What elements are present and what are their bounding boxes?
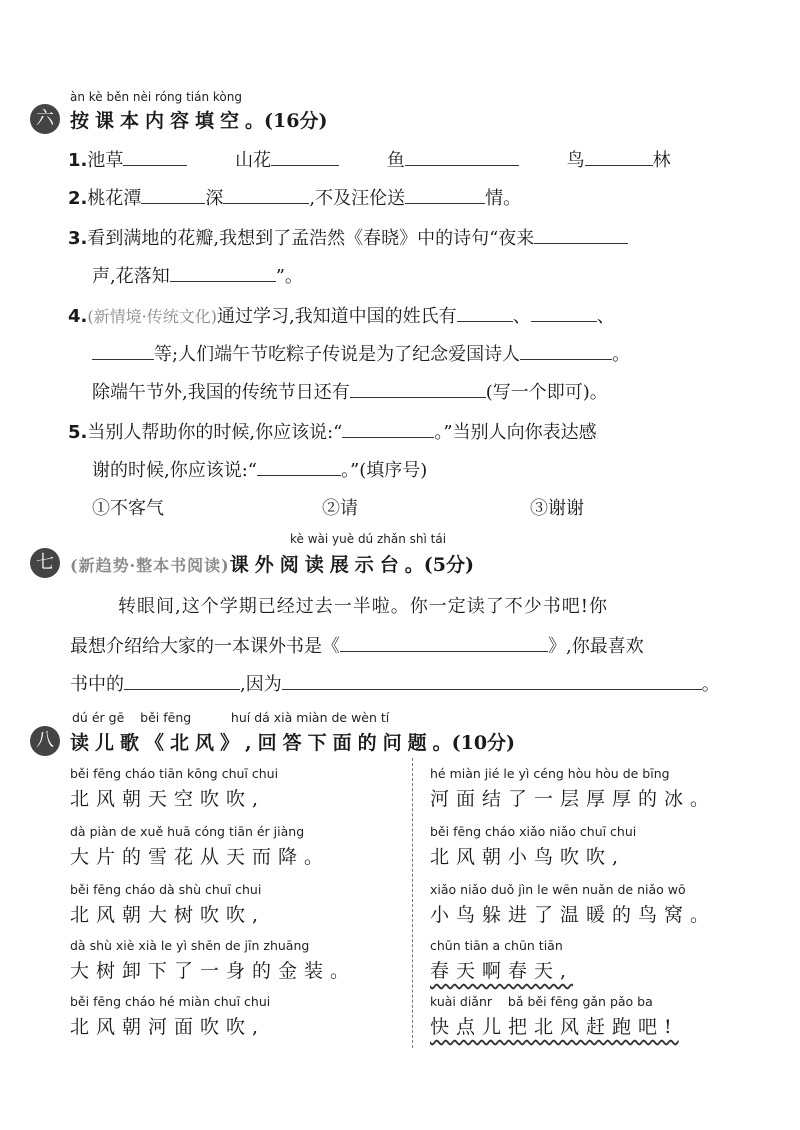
q4-text-4: 除端午节外,我国的传统节日还有 — [92, 382, 350, 403]
poem-right-4: 春天啊春天, — [430, 960, 574, 982]
q4-sep-2: 、 — [596, 306, 615, 327]
q5-text-3: 谢的时候,你应该说:“ — [92, 460, 257, 481]
s8-points: 。(10分) — [432, 732, 516, 754]
q4-blank-3[interactable] — [92, 343, 154, 360]
poem-right-1-pinyin: hé miàn jié le yì céng hòu hòu de bīng — [430, 766, 670, 781]
s6-q5-line1 — [68, 418, 597, 444]
q3-number: 3. — [68, 228, 88, 249]
q5-number: 5. — [68, 422, 88, 443]
q1-blank-1[interactable] — [123, 149, 187, 166]
s6-title-pinyin: àn kè běn nèi róng tián kòng — [70, 90, 242, 104]
poem-column-divider — [412, 758, 413, 1048]
poem-left-4: 大树卸下了一身的金装。 — [70, 960, 357, 982]
q5-option-3[interactable]: ③谢谢 — [530, 498, 584, 519]
s6-q2 — [68, 184, 521, 210]
s8-title-text: 读儿歌《北风》,回答下面的问题 — [70, 732, 433, 754]
q5-text-2: 。”当别人向你表达感 — [434, 422, 597, 443]
poem-right-5-pinyin: kuài diǎnr bǎ běi fēng gǎn pǎo ba — [430, 994, 653, 1009]
q2-c: ,不及汪伦送 — [309, 188, 406, 209]
s7-book-blank[interactable] — [340, 635, 548, 652]
q1-e: 林 — [652, 150, 671, 171]
section-seven-badge: 七 — [30, 548, 60, 578]
q3-text-2: 声,花落知 — [92, 266, 170, 287]
q2-a: 桃花潭 — [87, 188, 142, 209]
s7-title — [70, 550, 474, 577]
q5-option-1[interactable]: ①不客气 — [92, 498, 164, 519]
s7-tag: (新趋势·整本书阅读) — [70, 556, 230, 575]
poem-right-3: 小鸟躲进了温暖的鸟窝。 — [430, 904, 717, 926]
poem-left-3-pinyin: běi fēng cháo dà shù chuī chui — [70, 882, 262, 897]
s6-q5-line2 — [92, 456, 427, 482]
q4-text-5: (写一个即可)。 — [485, 382, 608, 403]
poem-left-3: 北风朝大树吹吹, — [70, 904, 266, 926]
q4-text-3: 。 — [612, 344, 631, 365]
q1-b: 山花 — [235, 150, 272, 171]
q4-blank-5[interactable] — [350, 381, 486, 398]
s7-text-3b: ,因为 — [240, 674, 282, 695]
poem-left-2-pinyin: dà piàn de xuě huā cóng tiān ér jiàng — [70, 824, 305, 839]
q2-d: 情。 — [485, 188, 522, 209]
s6-q1 — [68, 146, 768, 172]
s7-title-text: 课外阅读展示台 — [229, 554, 405, 576]
q4-blank-4[interactable] — [520, 343, 612, 360]
q1-a: 池草 — [87, 150, 124, 171]
poem-right-3-pinyin: xiǎo niǎo duǒ jìn le wēn nuǎn de niǎo wō — [430, 882, 686, 897]
s6-title-text: 按课本内容填空 — [70, 110, 246, 132]
q1-number: 1. — [68, 150, 88, 171]
q3-blank-2[interactable] — [170, 265, 276, 282]
s7-line3 — [70, 670, 720, 696]
s6-q3-line1 — [68, 224, 628, 250]
s8-title-pinyin: dú ér gē běi fēng huí dá xià miàn de wèn tí — [72, 710, 390, 725]
q3-text-1: 看到满地的花瓣,我想到了孟浩然《春晓》中的诗句“夜来 — [87, 228, 535, 249]
q5-option-2[interactable]: ②请 — [322, 498, 358, 519]
poem-left-4-pinyin: dà shù xiè xià le yì shēn de jīn zhuāng — [70, 938, 310, 953]
q1-c: 鱼 — [386, 150, 405, 171]
s6-q4-line1 — [68, 302, 615, 328]
s7-text-3c: 。 — [701, 674, 720, 695]
s7-text-3a: 书中的 — [70, 674, 124, 695]
s7-line1: 转眼间,这个学期已经过去一半啦。你一定读了不少书吧!你 — [118, 596, 608, 617]
q1-blank-4[interactable] — [585, 149, 653, 166]
s7-text-2a: 最想介绍给大家的一本课外书是《 — [70, 636, 340, 657]
poem-left-1: 北风朝天空吹吹, — [70, 788, 266, 810]
poem-right-5: 快点儿把北风赶跑吧! — [430, 1016, 679, 1038]
poem-left-5-pinyin: běi fēng cháo hé miàn chuī chui — [70, 994, 271, 1009]
s7-text-2b: 》,你最喜欢 — [548, 636, 644, 657]
s7-favorite-blank[interactable] — [124, 673, 240, 690]
q5-text-1: 当别人帮助你的时候,你应该说:“ — [87, 422, 343, 443]
q3-blank-1[interactable] — [534, 227, 628, 244]
q1-d: 鸟 — [566, 150, 585, 171]
q2-blank-3[interactable] — [405, 187, 485, 204]
poem-left-5: 北风朝河面吹吹, — [70, 1016, 266, 1038]
poem-right-4-pinyin: chūn tiān a chūn tiān — [430, 938, 563, 953]
q2-b: 深 — [205, 188, 224, 209]
s7-title-pinyin: kè wài yuè dú zhǎn shì tái — [290, 532, 447, 546]
q5-blank-2[interactable] — [257, 459, 341, 476]
s6-points: 。(16分) — [245, 110, 328, 132]
poem-left-1-pinyin: běi fēng cháo tiān kōng chuī chui — [70, 766, 279, 781]
section-eight-badge: 八 — [30, 726, 60, 756]
q1-blank-3[interactable] — [405, 149, 519, 166]
q1-blank-2[interactable] — [271, 149, 339, 166]
q2-blank-1[interactable] — [141, 187, 205, 204]
q3-text-3: ”。 — [275, 266, 303, 287]
section-six-badge: 六 — [30, 104, 60, 134]
s6-q4-line3 — [92, 378, 608, 404]
q4-blank-1[interactable] — [457, 305, 513, 322]
q2-number: 2. — [68, 188, 88, 209]
q4-text-1: 通过学习,我知道中国的姓氏有 — [216, 306, 457, 327]
q5-text-4: 。”(填序号) — [341, 460, 428, 481]
q4-number: 4. — [68, 306, 88, 327]
q4-sep-1: 、 — [512, 306, 531, 327]
poem-right-2: 北风朝小鸟吹吹, — [430, 846, 626, 868]
q4-text-2: 等;人们端午节吃粽子传说是为了纪念爱国诗人 — [154, 344, 521, 365]
s7-reason-blank[interactable] — [282, 673, 702, 690]
s6-q4-line2 — [92, 340, 630, 366]
q5-blank-1[interactable] — [342, 421, 434, 438]
s8-title — [70, 728, 515, 755]
s7-line2 — [70, 632, 644, 658]
poem-right-2-pinyin: běi fēng cháo xiǎo niǎo chuī chui — [430, 824, 637, 839]
q4-blank-2[interactable] — [531, 305, 597, 322]
q2-blank-2[interactable] — [223, 187, 309, 204]
s7-points: 。(5分) — [404, 554, 474, 576]
s6-q3-line2 — [92, 262, 303, 288]
poem-right-1: 河面结了一层厚厚的冰。 — [430, 788, 717, 810]
poem-left-2: 大片的雪花从天而降。 — [70, 846, 331, 868]
q4-tag: (新情境·传统文化) — [87, 307, 217, 326]
s6-title — [70, 106, 327, 133]
